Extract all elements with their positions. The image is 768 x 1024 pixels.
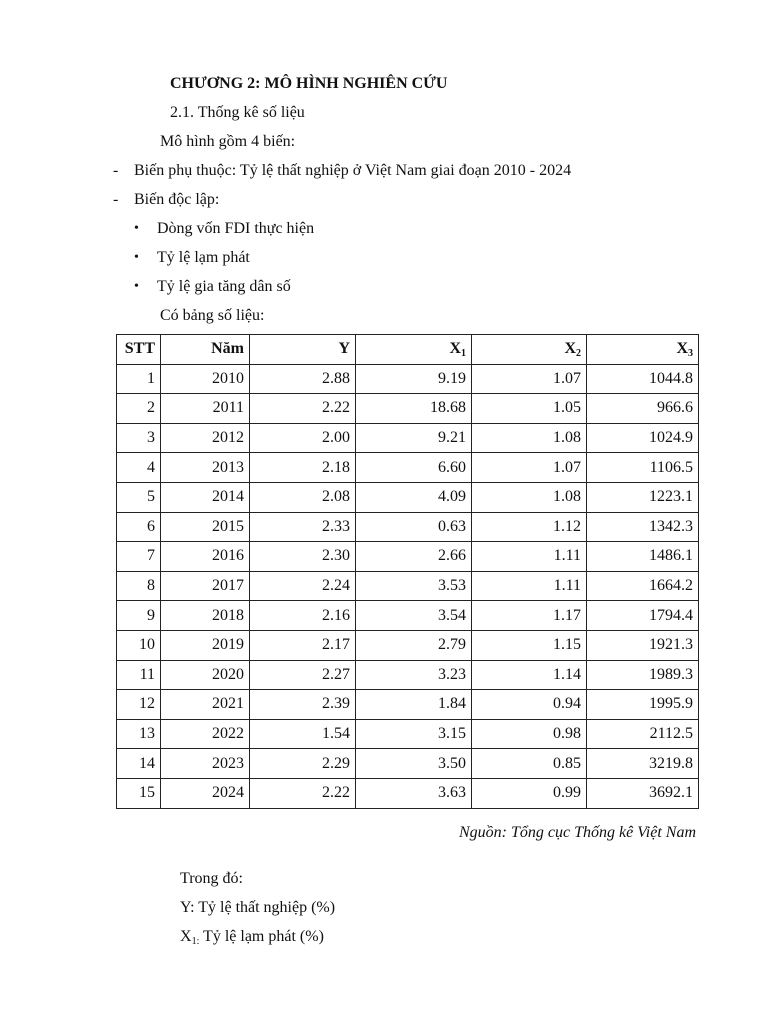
cell-stt: 6 <box>117 512 161 542</box>
cell-x3: 1794.4 <box>587 601 699 631</box>
bullet-item: Tỷ lệ gia tăng dân số <box>157 278 291 295</box>
chapter-heading: CHƯƠNG 2: MÔ HÌNH NGHIÊN CỨU <box>170 75 448 92</box>
cell-year: 2010 <box>161 364 250 394</box>
cell-x3: 1024.9 <box>587 423 699 453</box>
cell-stt: 14 <box>117 749 161 779</box>
cell-y: 2.22 <box>250 394 356 424</box>
cell-y: 2.88 <box>250 364 356 394</box>
cell-year: 2015 <box>161 512 250 542</box>
header-x2-base: X <box>564 340 576 358</box>
cell-y: 2.24 <box>250 571 356 601</box>
cell-x2: 1.07 <box>472 364 587 394</box>
header-x3-base: X <box>676 340 688 358</box>
cell-x3: 1664.2 <box>587 571 699 601</box>
cell-x3: 3219.8 <box>587 749 699 779</box>
cell-stt: 9 <box>117 601 161 631</box>
cell-stt: 2 <box>117 394 161 424</box>
cell-y: 2.00 <box>250 423 356 453</box>
section-heading: 2.1. Thống kê số liệu <box>170 104 305 121</box>
cell-x1: 2.66 <box>356 542 472 572</box>
cell-x2: 1.12 <box>472 512 587 542</box>
cell-year: 2016 <box>161 542 250 572</box>
table-header-row <box>117 335 699 365</box>
cell-x1: 4.09 <box>356 482 472 512</box>
cell-x3: 3692.1 <box>587 778 699 808</box>
cell-x2: 1.17 <box>472 601 587 631</box>
cell-stt: 8 <box>117 571 161 601</box>
header-x2-subscript: 2 <box>576 348 581 360</box>
cell-x1: 6.60 <box>356 453 472 483</box>
table-row <box>117 423 699 453</box>
cell-x3: 1995.9 <box>587 690 699 720</box>
header-x3-subscript: 3 <box>688 348 693 360</box>
cell-x3: 1921.3 <box>587 630 699 660</box>
cell-stt: 7 <box>117 542 161 572</box>
bullet-marker: • <box>134 221 139 236</box>
cell-x1: 9.21 <box>356 423 472 453</box>
cell-x1: 3.15 <box>356 719 472 749</box>
header-y: Y <box>250 335 356 365</box>
note-x1-text: Tỷ lệ lạm phát (%) <box>199 928 324 945</box>
cell-x1: 1.84 <box>356 690 472 720</box>
bullet-marker: • <box>134 250 139 265</box>
table-row <box>117 601 699 631</box>
cell-year: 2024 <box>161 778 250 808</box>
cell-x2: 1.14 <box>472 660 587 690</box>
cell-x2: 0.98 <box>472 719 587 749</box>
cell-x2: 0.99 <box>472 778 587 808</box>
cell-year: 2019 <box>161 630 250 660</box>
cell-x2: 1.08 <box>472 423 587 453</box>
cell-year: 2017 <box>161 571 250 601</box>
note-x1-definition <box>180 927 324 947</box>
note-x1-subscript: 1: <box>191 936 200 947</box>
cell-stt: 12 <box>117 690 161 720</box>
dependent-variable-item: Biến phụ thuộc: Tỷ lệ thất nghiệp ở Việt Nam giai đoạn 2010 - 2024 <box>134 162 572 179</box>
table-row <box>117 453 699 483</box>
cell-x3: 2112.5 <box>587 719 699 749</box>
table-body <box>117 364 699 808</box>
note-x1-base: X <box>180 928 192 945</box>
table-row <box>117 660 699 690</box>
cell-stt: 15 <box>117 778 161 808</box>
cell-stt: 4 <box>117 453 161 483</box>
cell-x2: 0.85 <box>472 749 587 779</box>
cell-year: 2022 <box>161 719 250 749</box>
table-row <box>117 778 699 808</box>
table-row <box>117 394 699 424</box>
table-row <box>117 542 699 572</box>
cell-y: 2.22 <box>250 778 356 808</box>
cell-year: 2020 <box>161 660 250 690</box>
cell-x2: 0.94 <box>472 690 587 720</box>
table-row <box>117 719 699 749</box>
cell-x3: 1342.3 <box>587 512 699 542</box>
cell-x1: 18.68 <box>356 394 472 424</box>
table-row <box>117 690 699 720</box>
cell-x2: 1.08 <box>472 482 587 512</box>
cell-stt: 11 <box>117 660 161 690</box>
bullet-marker: • <box>134 279 139 294</box>
cell-x3: 1223.1 <box>587 482 699 512</box>
bullet-item: Tỷ lệ lạm phát <box>157 249 250 266</box>
cell-year: 2013 <box>161 453 250 483</box>
cell-x1: 3.23 <box>356 660 472 690</box>
table-intro: Có bảng số liệu: <box>160 307 265 324</box>
cell-x1: 9.19 <box>356 364 472 394</box>
table-row <box>117 571 699 601</box>
notes-title: Trong đó: <box>180 870 243 887</box>
header-x1 <box>356 335 472 365</box>
table-row <box>117 482 699 512</box>
cell-x2: 1.11 <box>472 542 587 572</box>
cell-x3: 1044.8 <box>587 364 699 394</box>
cell-stt: 1 <box>117 364 161 394</box>
cell-y: 2.08 <box>250 482 356 512</box>
note-y-definition: Y: Tỷ lệ thất nghiệp (%) <box>180 899 336 916</box>
cell-year: 2011 <box>161 394 250 424</box>
cell-x1: 3.54 <box>356 601 472 631</box>
cell-y: 2.33 <box>250 512 356 542</box>
cell-y: 2.17 <box>250 630 356 660</box>
cell-stt: 10 <box>117 630 161 660</box>
cell-x1: 3.53 <box>356 571 472 601</box>
cell-x3: 1106.5 <box>587 453 699 483</box>
cell-stt: 5 <box>117 482 161 512</box>
cell-x1: 2.79 <box>356 630 472 660</box>
list-dash: - <box>113 162 119 179</box>
cell-x1: 3.63 <box>356 778 472 808</box>
intro-text: Mô hình gồm 4 biến: <box>160 133 296 150</box>
cell-x3: 1486.1 <box>587 542 699 572</box>
header-x1-base: X <box>449 340 461 358</box>
header-x2 <box>472 335 587 365</box>
cell-year: 2023 <box>161 749 250 779</box>
header-stt: STT <box>117 335 161 365</box>
cell-x1: 0.63 <box>356 512 472 542</box>
cell-y: 2.29 <box>250 749 356 779</box>
independent-variable-item: Biến độc lập: <box>134 191 220 208</box>
bullet-item: Dòng vốn FDI thực hiện <box>157 220 315 237</box>
cell-y: 2.39 <box>250 690 356 720</box>
cell-x3: 1989.3 <box>587 660 699 690</box>
cell-y: 2.16 <box>250 601 356 631</box>
cell-y: 1.54 <box>250 719 356 749</box>
cell-x2: 1.05 <box>472 394 587 424</box>
header-x1-subscript: 1 <box>461 348 466 360</box>
header-nam: Năm <box>161 335 250 365</box>
cell-x2: 1.11 <box>472 571 587 601</box>
cell-x2: 1.07 <box>472 453 587 483</box>
cell-year: 2018 <box>161 601 250 631</box>
cell-stt: 3 <box>117 423 161 453</box>
table-row <box>117 749 699 779</box>
cell-year: 2012 <box>161 423 250 453</box>
table-row <box>117 630 699 660</box>
table-row <box>117 364 699 394</box>
table-row <box>117 512 699 542</box>
cell-year: 2014 <box>161 482 250 512</box>
list-dash: - <box>113 191 119 208</box>
data-table <box>116 334 699 809</box>
cell-y: 2.30 <box>250 542 356 572</box>
header-x3 <box>587 335 699 365</box>
cell-x3: 966.6 <box>587 394 699 424</box>
cell-x1: 3.50 <box>356 749 472 779</box>
cell-y: 2.27 <box>250 660 356 690</box>
cell-x2: 1.15 <box>472 630 587 660</box>
table-source-note: Nguồn: Tổng cục Thống kê Việt Nam <box>458 824 696 841</box>
cell-stt: 13 <box>117 719 161 749</box>
cell-y: 2.18 <box>250 453 356 483</box>
cell-year: 2021 <box>161 690 250 720</box>
